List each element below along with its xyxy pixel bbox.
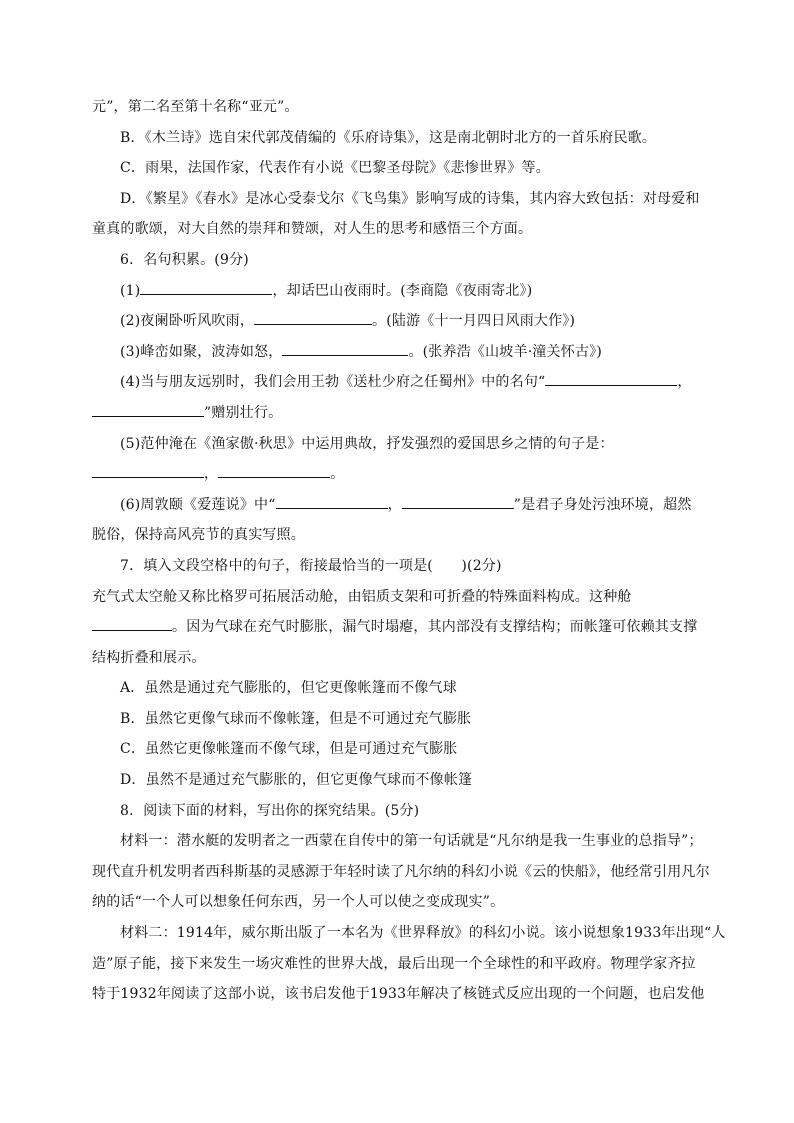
- answer-blank[interactable]: [140, 280, 272, 295]
- answer-blank[interactable]: [92, 402, 204, 417]
- q6-item-5: [92, 433, 704, 455]
- text-line: 元”，第二名至第十名称“亚元”。: [92, 99, 299, 115]
- material-1-line-3: 纳的话“一个人可以想象任何东西，另一个人可以使之变成现实”。: [92, 894, 505, 911]
- answer-blank[interactable]: [545, 371, 677, 386]
- question-7-title: 7．填入文段空格中的句子，衔接最恰当的一项是( )(2分): [120, 557, 502, 574]
- question-6-title: 6．名句积累。(9分): [120, 251, 249, 268]
- q7-option-a[interactable]: A．虽然是通过充气膨胀的，但它更像帐篷而不像气球: [120, 680, 457, 697]
- q6-item-6-text: (6)周敦颐《爱莲说》中“: [120, 496, 276, 513]
- q6-item-1: [92, 280, 704, 302]
- answer-blank[interactable]: [254, 310, 372, 325]
- answer-blank[interactable]: [402, 494, 514, 509]
- q6-item-1-number: (1): [120, 282, 141, 299]
- q6-item-3: [92, 341, 704, 363]
- q7-passage-text: 。因为气球在充气时膨胀，漏气时塌瘪，其内部没有支撑结构；而帐篷可依赖其支撑: [172, 619, 698, 636]
- option-d-line: D．《繁星》《春水》是冰心受泰戈尔《飞鸟集》影响写成的诗集，其内容大致包括：对母爱和: [120, 190, 700, 207]
- q6-item-4-tail: ”赠别壮行。: [204, 404, 283, 421]
- material-2-line-2: 造”原子能，接下来发生一场灾难性的世界大战，最后出现一个全球性的和平政府。物理学家齐拉: [92, 955, 696, 972]
- q6-item-6-cont: 脱俗，保持高风亮节的真实写照。: [92, 527, 305, 544]
- q6-item-6-tail: ”是君子身处污浊环境，超然: [513, 496, 692, 513]
- material-1-line-1: 材料一：潜水艇的发明者之一西蒙在自传中的第一句话就是“凡尔纳是我一生事业的总指导”；: [120, 833, 703, 850]
- option-c-line: C．雨果，法国作家，代表作有小说《巴黎圣母院》《悲惨世界》等。: [120, 160, 550, 177]
- q7-option-c[interactable]: C．虽然它更像帐篷而不像气球，但是可通过充气膨胀: [120, 741, 458, 758]
- q6-item-6-comma: ，: [387, 496, 402, 513]
- material-1-line-2: 现代直升机发明者西科斯基的灵感源于年轻时读了凡尔纳的科幻小说《云的快船》，他经常引用凡尔: [92, 863, 710, 880]
- document-page: [92, 96, 726, 1014]
- q6-item-2-source: 。(陆游《十一月四日风雨大作》): [372, 313, 576, 330]
- q7-option-d[interactable]: D．虽然不是通过充气膨胀的，但它更像气球而不像帐篷: [120, 772, 473, 789]
- q6-item-2: [92, 310, 704, 332]
- q6-item-6: [92, 494, 704, 516]
- answer-blank[interactable]: [92, 463, 204, 478]
- answer-blank[interactable]: [218, 463, 330, 478]
- q6-item-3-text: (3)峰峦如聚，波涛如怒，: [120, 343, 283, 360]
- q6-item-2-text: (2)夜阑卧听风吹雨，: [120, 313, 255, 330]
- q7-option-b[interactable]: B．虽然它更像气球而不像帐篷，但是不可通过充气膨胀: [120, 710, 472, 727]
- material-2-line-3: 特于1932年阅读了这部小说，该书启发他于1933年解决了核链式反应出现的一个问题，也启发他: [92, 986, 705, 1003]
- q7-passage-line-1: 充气式太空舱又称比格罗可拓展活动舱，由铝质支架和可折叠的特殊面料构成。这种舱: [92, 588, 632, 605]
- q6-item-5-text: (5)范仲淹在《渔家傲·秋思》中运用典故，抒发强烈的爱国思乡之情的句子是：: [120, 435, 614, 452]
- option-b-line: B．《木兰诗》选自宋代郭茂倩编的《乐府诗集》，这是南北朝时北方的一首乐府民歌。: [120, 129, 657, 146]
- material-2-line-1: 材料二：1914年，威尔斯出版了一本名为《世界释放》的科幻小说。该小说想象1933年出现“人: [120, 925, 726, 942]
- q7-passage-line-2: [92, 616, 704, 638]
- q6-item-4: [92, 371, 704, 393]
- answer-blank[interactable]: [276, 494, 388, 509]
- q6-item-5-cont: [92, 463, 704, 485]
- answer-blank[interactable]: [92, 616, 172, 631]
- q6-item-4-text: (4)当与朋友远别时，我们会用王勃《送杜少府之任蜀州》中的名句“: [120, 374, 546, 391]
- text-line: 童真的歌颂，对大自然的崇拜和赞颂，对人生的思考和感悟三个方面。: [92, 221, 533, 238]
- question-8-title: 8．阅读下面的材料，写出你的探究结果。(5分): [120, 802, 420, 819]
- q6-item-1-text: ，却话巴山夜雨时。(李商隐《夜雨寄北》): [272, 282, 533, 299]
- q6-item-5-comma: ，: [204, 466, 219, 483]
- q6-item-5-period: 。: [330, 466, 345, 483]
- q6-item-4-cont: [92, 402, 704, 424]
- q7-passage-line-3: 结构折叠和展示。: [92, 649, 206, 666]
- answer-blank[interactable]: [282, 341, 408, 356]
- q6-item-3-source: 。(张养浩《山坡羊·潼关怀古》): [408, 343, 603, 360]
- q6-item-4-comma: ，: [677, 374, 692, 391]
